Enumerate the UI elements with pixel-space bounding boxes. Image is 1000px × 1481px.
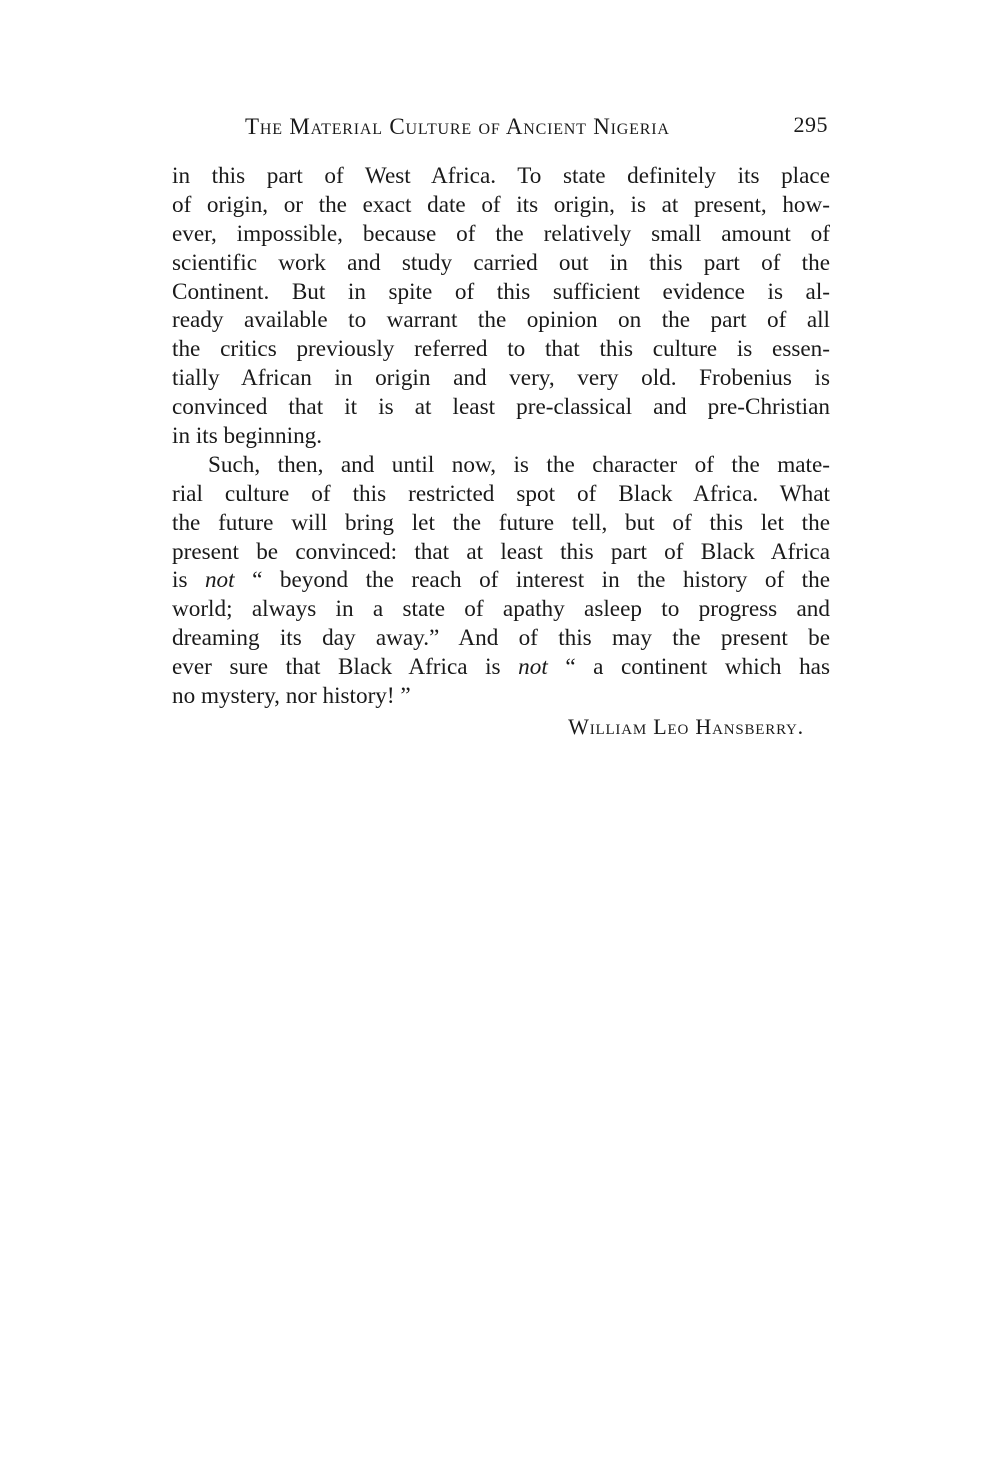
text-line: ready available to warrant the opinion on the part of all — [172, 307, 830, 334]
running-title: The Material Culture of Ancient Nigeria — [245, 114, 670, 139]
emphasis-not: not — [518, 654, 548, 681]
body-text — [172, 162, 830, 741]
text-line — [172, 566, 830, 595]
text-run: “ beyond the reach of interest in the history of the — [234, 567, 830, 594]
text-line: Such, then, and until now, is the character of the mate- — [208, 451, 830, 478]
text-line: in this part of West Africa. To state definitely its place — [172, 163, 830, 189]
text-run: “ a continent which has — [547, 654, 830, 681]
emphasis-not: not — [204, 567, 235, 594]
text-line: ever, impossible, because of the relatively small amount of — [172, 220, 830, 247]
text-run: is — [172, 567, 205, 594]
text-line: convinced that it is at least pre-classical and pre-Christian — [172, 394, 830, 421]
text-line: present be convinced: that at least this part of Black Africa — [172, 538, 830, 565]
paragraph-1 — [172, 162, 830, 451]
text-line: of origin, or the exact date of its origin, is at present, how- — [172, 191, 830, 218]
text-line: no mystery, nor history! ” — [172, 683, 411, 710]
text-line: the future will bring let the future tell, but of this let the — [172, 509, 830, 536]
author-signature: William Leo Hansberry. — [568, 713, 804, 739]
text-line: Continent. But in spite of this sufficient evidence is al- — [172, 278, 830, 305]
text-line: the critics previously referred to that this culture is essen- — [172, 336, 830, 363]
text-line: dreaming its day away.” And of this may the present be — [172, 625, 830, 652]
text-line — [172, 653, 830, 682]
text-run: ever sure that Black Africa is — [172, 654, 519, 681]
running-head — [172, 108, 830, 144]
page-number: 295 — [793, 112, 828, 137]
text-line: scientific work and study carried out in this part of the — [172, 249, 830, 276]
paragraph-2 — [172, 451, 830, 711]
text-line: in its beginning. — [172, 423, 323, 450]
document-page — [172, 108, 830, 741]
text-line: tially African in origin and very, very old. Frobenius is — [172, 365, 830, 392]
text-line: world; always in a state of apathy asleep to progress and — [172, 596, 830, 623]
text-line: rial culture of this restricted spot of Black Africa. What — [172, 480, 830, 507]
